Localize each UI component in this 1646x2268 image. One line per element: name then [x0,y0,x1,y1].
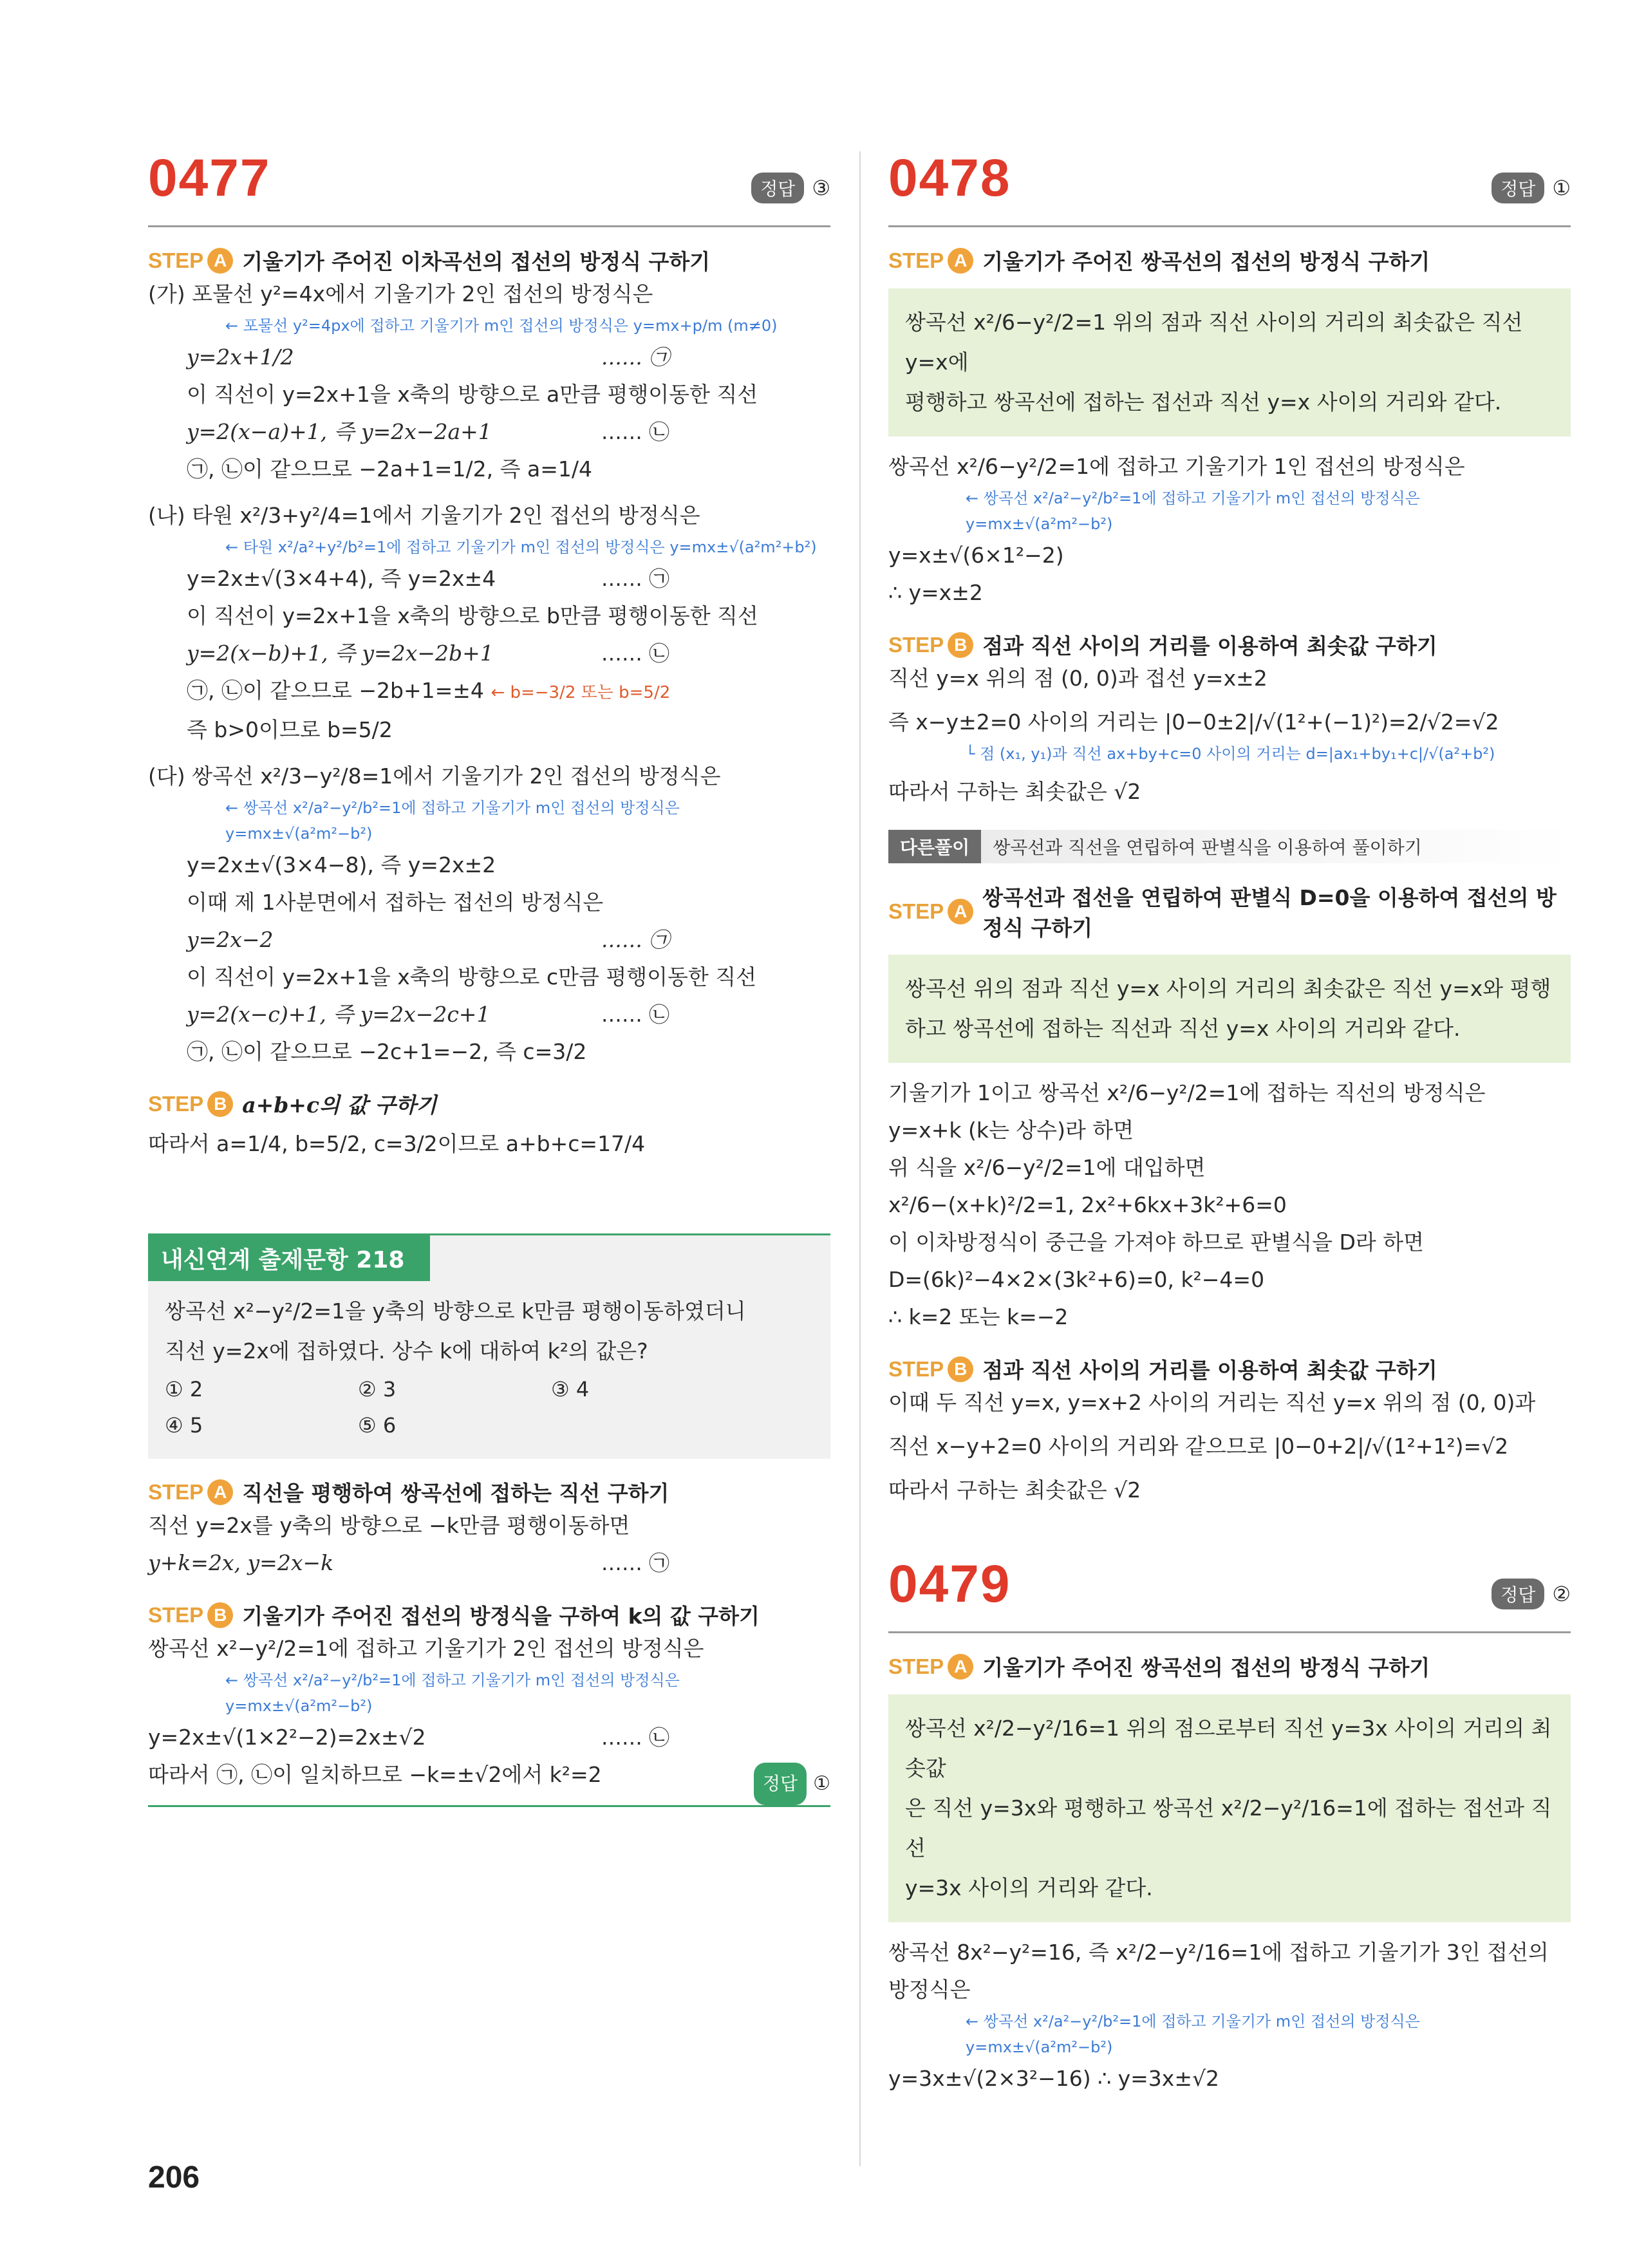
text-line: 직선 y=x 위의 점 (0, 0)과 접선 y=x±2 [888,666,1267,691]
equation-line: y=2x−2 …… ㉠ [187,927,669,952]
answer-box [1492,1579,1571,1609]
key-idea-box: 쌍곡선 위의 점과 직선 y=x 사이의 거리의 최솟값은 직선 y=x와 평행 하고 쌍곡선에 접하는 직선과 직선 y=x 사이의 거리와 같다. [888,955,1571,1063]
formula-note: └ 점 (x₁, y₁)과 직선 ax+by+c=0 사이의 거리는 d=|ax₁+by₁+c|/√(a²+b²) [966,745,1495,763]
answer-badge: 정답 [1492,173,1544,203]
problem-header-0479 [888,1554,1571,1633]
formula-note: ← 쌍곡선 x²/a²−y²/b²=1에 접하고 기울기가 m인 접선의 방정식은 y=mx±√(a²m²−b²) [225,799,680,843]
answer-badge: 정답 [754,1763,807,1805]
text-line: 따라서 ㉠, ㉡이 일치하므로 −k=±√2에서 k²=2 정답 ① [148,1756,830,1794]
alternative-solution-bar [888,830,1571,863]
text-line: 이때 제 1사분면에서 접하는 접선의 방정식은 [187,890,604,915]
step-title: 기울기가 주어진 쌍곡선의 접선의 방정식 구하기 [982,1655,1430,1680]
text-line: 이때 두 직선 y=x, y=x+2 사이의 거리는 직선 y=x 위의 점 (0, 0)과 [888,1390,1536,1415]
mark-b: …… ㉡ [601,420,669,444]
text-line: ㉠, ㉡이 같으므로 −2c+1=−2, 즉 c=3/2 [187,1039,587,1064]
text-line: (다) 쌍곡선 x²/3−y²/8=1에서 기울기가 2인 접선의 방정식은 [148,764,721,789]
answer-value: ① [1552,176,1571,200]
answer-badge: 정답 [1492,1579,1544,1609]
equation-line: y=2x±√(3×4−8), 즉 y=2x±2 [187,852,496,877]
choices [165,1371,814,1443]
equation-line: D=(6k)²−4×2×(3k²+6)=0, k²−4=0 [888,1267,1265,1292]
step-title: 기울기가 주어진 이차곡선의 접선의 방정식 구하기 [242,249,711,274]
step-a-heading: STEP A 쌍곡선과 접선을 연립하여 판별식 D=0을 이용하여 접선의 방정식 구하기 [888,881,1571,942]
text-line: 직선 x−y+2=0 사이의 거리와 같으므로 |0−0+2|/√(1²+1²)=√2 [888,1434,1509,1459]
answer-box [1492,173,1571,203]
text-line: 이 직선이 y=2x+1을 x축의 방향으로 c만큼 평행이동한 직선 [187,964,757,989]
text-line: 즉 b>0이므로 b=5/2 [187,717,393,742]
equation-line: y=2x±√(1×2²−2)=2x±√2 …… ㉡ [148,1725,669,1750]
alternative-badge: 다른풀이 [888,830,981,863]
answer-value: ③ [812,176,830,200]
text-line: 이 직선이 y=2x+1을 x축의 방향으로 a만큼 평행이동한 직선 [187,382,758,407]
choice-5: ⑤ 6 [358,1413,397,1438]
text-line: (나) 타원 x²/3+y²/4=1에서 기울기가 2인 접선의 방정식은 [148,503,700,528]
step-b-heading: STEP B a+b+c의 값 구하기 [148,1089,830,1119]
alternative-title: 쌍곡선과 직선을 연립하여 판별식을 이용하여 풀이하기 [993,837,1422,858]
step-a-heading: STEP A 직선을 평행하여 쌍곡선에 접하는 직선 구하기 [148,1477,830,1507]
step-b-heading: STEP B 점과 직선 사이의 거리를 이용하여 최솟값 구하기 [888,630,1571,660]
right-column [888,148,1571,2097]
text-line: 쌍곡선 8x²−y²=16, 즉 x²/2−y²/16=1에 접하고 기울기가 3인 접선의 방정식은 [888,1940,1549,2002]
choice-1: ① 2 [165,1377,203,1401]
equation-line: y=2(x−b)+1, 즉 y=2x−2b+1 …… ㉡ [187,641,669,666]
text-line: 직선 y=2x를 y축의 방향으로 −k만큼 평행이동하면 [148,1513,630,1538]
key-idea-box: 쌍곡선 x²/2−y²/16=1 위의 점으로부터 직선 y=3x 사이의 거리의 최솟값 은 직선 y=3x와 평행하고 쌍곡선 x²/2−y²/16=1에 접하는 접선과 직선 y=3x 사이의 거리와 같다. [888,1694,1571,1922]
answer-box [751,173,830,203]
text-line: 따라서 a=1/4, b=5/2, c=3/2이므로 a+b+c=17/4 [148,1131,646,1156]
section-rule [148,1805,830,1807]
column-divider [859,151,861,2166]
left-column [148,148,830,1807]
equation-line: x²/6−(x+k)²/2=1, 2x²+6kx+3k²+6=0 [888,1192,1287,1217]
step-a-heading: STEP A 기울기가 주어진 쌍곡선의 접선의 방정식 구하기 [888,1651,1571,1682]
step-title: 점과 직선 사이의 거리를 이용하여 최솟값 구하기 [982,1358,1437,1383]
choice-2: ② 3 [358,1377,397,1401]
problem-number: 0477 [148,149,271,207]
text-line: 따라서 구하는 최솟값은 √2 [888,1477,1141,1503]
text-line: 쌍곡선 x²/6−y²/2=1에 접하고 기울기가 1인 접선의 방정식은 [888,454,1465,479]
step-a-heading [148,245,830,276]
key-idea-box: 쌍곡선 x²/6−y²/2=1 위의 점과 직선 사이의 거리의 최솟값은 직선 y=x에 평행하고 쌍곡선에 접하는 접선과 직선 y=x 사이의 거리와 같다. [888,288,1571,436]
step-title: 쌍곡선과 접선을 연립하여 판별식 D=0을 이용하여 접선의 방정식 구하기 [982,885,1557,941]
step-b-heading: STEP B 점과 직선 사이의 거리를 이용하여 최솟값 구하기 [888,1354,1571,1384]
choice-4: ④ 5 [165,1413,203,1438]
answer-value: ② [1552,1582,1571,1606]
equation-line: y=2(x−c)+1, 즉 y=2x−2c+1 …… ㉡ [187,1002,669,1027]
problem-number: 0479 [888,1555,1011,1613]
problem-header-0478 [888,148,1571,227]
linked-problem-body [148,1281,830,1443]
formula-note: ← 쌍곡선 x²/a²−y²/b²=1에 접하고 기울기가 m인 접선의 방정식은 y=mx±√(a²m²−b²) [225,1671,680,1715]
text-line: 즉 x−y±2=0 사이의 거리는 |0−0±2|/√(1²+(−1)²)=2/√2=√2 [888,709,1499,735]
answer-value: ① [813,1772,830,1795]
step-b-heading: STEP B 기울기가 주어진 접선의 방정식을 구하여 k의 값 구하기 [148,1600,830,1630]
step-title: a+b+c의 값 구하기 [242,1092,437,1118]
equation-line: y=x±√(6×1²−2) [888,543,1064,568]
red-note: ← b=−3/2 또는 b=5/2 [491,683,671,702]
equation-line: ∴ k=2 또는 k=−2 [888,1304,1069,1329]
question-line: 쌍곡선 x²−y²/2=1을 y축의 방향으로 k만큼 평행이동하였더니 [165,1298,746,1324]
formula-note: ← 쌍곡선 x²/a²−y²/b²=1에 접하고 기울기가 m인 접선의 방정식은 y=mx±√(a²m²−b²) [966,2012,1420,2056]
equation-line: y+k=2x, y=2x−k …… ㉠ [148,1550,669,1575]
equation-line: ∴ y=x±2 [888,580,983,605]
text-line: 기울기가 1이고 쌍곡선 x²/6−y²/2=1에 접하는 직선의 방정식은 [888,1080,1486,1105]
formula-note: ← 포물선 y²=4px에 접하고 기울기가 m인 접선의 방정식은 y=mx+p/m (m≠0) [225,317,778,335]
equation-line: y=2(x−a)+1, 즉 y=2x−2a+1 …… ㉡ [148,413,830,451]
step-a-heading: STEP A 기울기가 주어진 쌍곡선의 접선의 방정식 구하기 [888,245,1571,276]
text-line: 따라서 구하는 최솟값은 √2 [888,779,1141,804]
text-line: y=x+k (k는 상수)라 하면 [888,1118,1134,1143]
problem-header-0477 [148,148,830,227]
equation-line: y=2x+1/2 …… ㉠ [148,339,830,376]
text-line: 쌍곡선 x²−y²/2=1에 접하고 기울기가 2인 접선의 방정식은 [148,1636,704,1661]
equation-line: y=2x±√(3×4+4), 즉 y=2x±4 …… ㉠ [187,566,669,591]
step-title: 직선을 평행하여 쌍곡선에 접하는 직선 구하기 [242,1481,669,1506]
step-title: 기울기가 주어진 쌍곡선의 접선의 방정식 구하기 [982,249,1430,274]
formula-note: ← 타원 x²/a²+y²/b²=1에 접하고 기울기가 m인 접선의 방정식은 y=mx±√(a²m²+b²) [225,538,817,556]
choice-3: ③ 4 [551,1377,590,1401]
question-line: 직선 y=2x에 접하였다. 상수 k에 대하여 k²의 값은? [165,1338,648,1364]
mark-a: …… ㉠ [601,345,669,370]
problem-number: 0478 [888,149,1011,207]
page-number: 206 [148,2160,200,2195]
step-title: 기울기가 주어진 접선의 방정식을 구하여 k의 값 구하기 [242,1604,760,1629]
text-line: ㉠, ㉡이 같으므로 −2a+1=1/2, 즉 a=1/4 [187,456,592,482]
text-line: ㉠, ㉡이 같으므로 −2b+1=±4 ← b=−3/2 또는 b=5/2 [187,678,671,703]
answer-badge: 정답 [751,173,804,203]
text-line: (가) 포물선 y²=4x에서 기울기가 2인 접선의 방정식은 [148,281,653,306]
linked-problem-box [148,1233,830,1459]
step-tag: STEP A [148,248,233,274]
text-line: 이 이차방정식이 중근을 가져야 하므로 판별식을 D라 하면 [888,1230,1425,1255]
answer-box [754,1763,830,1805]
text-line: 위 식을 x²/6−y²/2=1에 대입하면 [888,1155,1206,1180]
formula-note: ← 쌍곡선 x²/a²−y²/b²=1에 접하고 기울기가 m인 접선의 방정식은 y=mx±√(a²m²−b²) [966,489,1420,533]
text-line: 이 직선이 y=2x+1을 x축의 방향으로 b만큼 평행이동한 직선 [187,603,758,628]
equation-line: y=3x±√(2×3²−16) ∴ y=3x±√2 [888,2066,1219,2091]
linked-problem-header: 내신연계 출제문항 218 [148,1235,430,1281]
step-title: 점과 직선 사이의 거리를 이용하여 최솟값 구하기 [982,633,1437,659]
